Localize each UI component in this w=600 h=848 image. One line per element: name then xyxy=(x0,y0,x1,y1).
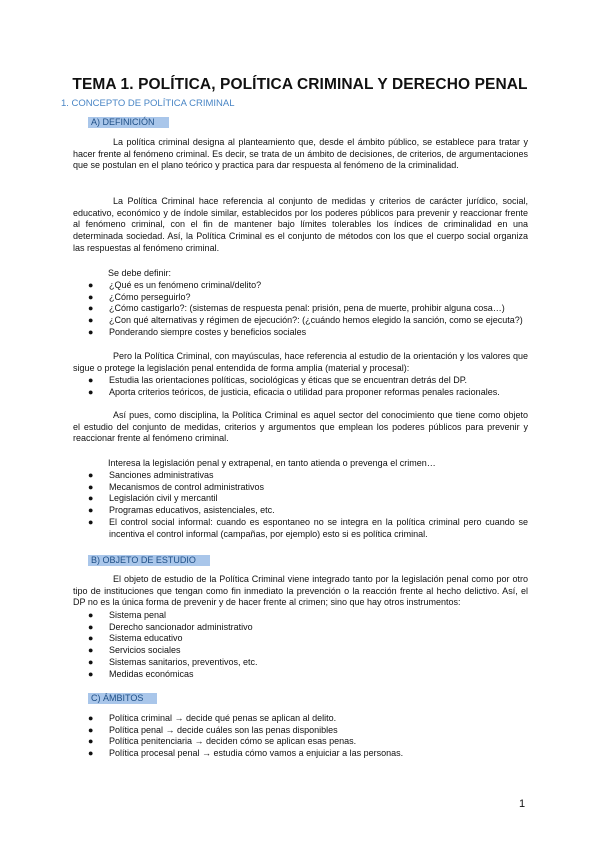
list-item: ● Derecho sancionador administrativo xyxy=(88,621,253,632)
bullet-icon: ● xyxy=(88,303,94,314)
bullet-icon: ● xyxy=(88,645,94,656)
bullet-icon: ● xyxy=(88,713,94,723)
bullet-icon: ● xyxy=(88,470,94,480)
list-item: ● Sistema educativo xyxy=(88,633,183,644)
bullet-icon: ● xyxy=(88,280,94,290)
list-definir xyxy=(73,280,528,339)
paragraph-interesa: Interesa la legislación penal y extrapenal, en tanto atienda o prevenga el crimen… xyxy=(108,458,436,468)
paragraph-politica-criminal-mayusculas: Pero la Política Criminal, con mayúsculas, hace referencia al estudio de la orientación y los valores que sigue o protege la legislación penal entendida de forma amplia (material y procesal): xyxy=(73,351,528,373)
subsection-c-heading: C) ÁMBITOS xyxy=(88,693,157,704)
list-item: ● Sistema penal xyxy=(88,610,167,620)
list-item: ● Política criminal → decide qué penas se aplican al delito. xyxy=(88,713,337,723)
list-item: ● ¿Qué es un fenómeno criminal/delito? xyxy=(88,280,262,290)
bullet-icon: ● xyxy=(88,516,94,527)
bullet-icon: ● xyxy=(88,375,94,385)
list-orientaciones xyxy=(73,375,528,398)
paragraph-objeto-estudio: El objeto de estudio de la Política Criminal viene integrado tanto por la legislación penal como por otro tipo de instituciones que tengan como fin inmediato la prevención o la reacción frente al hecho delictivo. Así, el DP no es la única forma de prevenir y de hacer frente al crimen; sino que hay otros instrumentos: xyxy=(73,574,528,608)
list-item: ● El control social informal: cuando es espontaneo no se integra en la política criminal pero cuando se incentiva el control informal (campañas, por ejemplo) esto si es política criminal. xyxy=(88,516,528,539)
bullet-icon: ● xyxy=(88,748,94,759)
list-item: ● Servicios sociales xyxy=(88,645,181,656)
list-item: ● Medidas económicas xyxy=(88,668,194,679)
list-instrumentos xyxy=(73,610,528,680)
list-item: ● ¿Cómo perseguirlo? xyxy=(88,291,191,302)
bullet-icon: ● xyxy=(88,315,94,326)
list-item: ● ¿Cómo castigarlo?: (sistemas de respuesta penal: prisión, pena de muerte, prohibir alguna cosa…) xyxy=(88,303,505,314)
list-item: ● Estudia las orientaciones políticas, sociológicas y éticas que se encuentran detrás del DP. xyxy=(88,375,468,385)
bullet-icon: ● xyxy=(88,621,94,632)
bullet-icon: ● xyxy=(88,493,94,504)
bullet-icon: ● xyxy=(88,633,94,644)
page-number: 1 xyxy=(519,798,526,810)
list-item: ● Sanciones administrativas xyxy=(88,470,214,480)
bullet-icon: ● xyxy=(88,656,94,667)
list-item: ● Mecanismos de control administrativos xyxy=(88,481,265,492)
bullet-icon: ● xyxy=(88,326,94,337)
bullet-icon: ● xyxy=(88,736,94,747)
list-item: ● Aporta criterios teóricos, de justicia, eficacia o utilidad para proponer reformas penales racionales. xyxy=(88,386,500,397)
list-interesa xyxy=(73,470,528,540)
list-ambitos xyxy=(73,713,528,760)
paragraph-political-criminal-measures: La Política Criminal hace referencia al conjunto de medidas y criterios de carácter jurídico, social, educativo, económico y de índole similar, establecidos por los poderes públicos para prevenir y reaccionar frente al fenómeno criminal, con el fin de mantener bajo límites tolerables los índices de criminalidad en una determinada sociedad. Así, la Política Criminal es el conjunto de métodos con los que el cuerpo social organiza las respuestas al fenómeno criminal. xyxy=(73,196,528,253)
list-item: ● ¿Con qué alternativas y régimen de ejecución?: (¿cuándo hemos elegido la sanción, como se ejecuta?) xyxy=(88,315,523,326)
list-item: ● Política penal → decide cuáles son las penas disponibles xyxy=(88,724,338,735)
bullet-icon: ● xyxy=(88,386,94,397)
bullet-icon: ● xyxy=(88,724,94,735)
paragraph-disciplina: Así pues, como disciplina, la Política Criminal es aquel sector del conocimiento que tiene como objeto el estudio del conjunto de medidas, criterios y argumentos que emplean los poderes públicos para prevenir y reaccionar frente al fenómeno criminal. xyxy=(73,410,528,444)
bullet-icon: ● xyxy=(88,505,94,516)
subsection-b-heading: B) OBJETO DE ESTUDIO xyxy=(88,555,210,566)
page-title: TEMA 1. POLÍTICA, POLÍTICA CRIMINAL Y DERECHO PENAL xyxy=(72,76,528,93)
bullet-icon: ● xyxy=(88,610,94,620)
bullet-icon: ● xyxy=(88,291,94,302)
section-heading: 1. CONCEPTO DE POLÍTICA CRIMINAL xyxy=(61,98,235,109)
bullet-icon: ● xyxy=(88,481,94,492)
list-item: ● Política procesal penal → estudia cómo vamos a enjuiciar a las personas. xyxy=(88,748,404,759)
list-item: ● Legislación civil y mercantil xyxy=(88,493,218,504)
paragraph-se-debe-definir: Se debe definir: xyxy=(108,268,172,278)
list-item: ● Sistemas sanitarios, preventivos, etc. xyxy=(88,656,258,667)
list-item: ● Programas educativos, asistenciales, etc. xyxy=(88,505,275,516)
subsection-a-heading: A) DEFINICIÓN xyxy=(88,117,169,128)
list-item: ● Política penitenciaria → deciden cómo se aplican esas penas. xyxy=(88,736,357,747)
bullet-icon: ● xyxy=(88,668,94,679)
paragraph-definition: La política criminal designa al planteamiento que, desde el ámbito público, se establece para tratar y hacer frente al fenómeno criminal. Es decir, se trata de un ámbito de decisiones, de criterios, de argumentaciones que se postulan en el plano teórico y practica para dar respuesta al fenómeno de la criminalidad. xyxy=(73,137,528,171)
list-item: ● Ponderando siempre costes y beneficios sociales xyxy=(88,326,307,337)
